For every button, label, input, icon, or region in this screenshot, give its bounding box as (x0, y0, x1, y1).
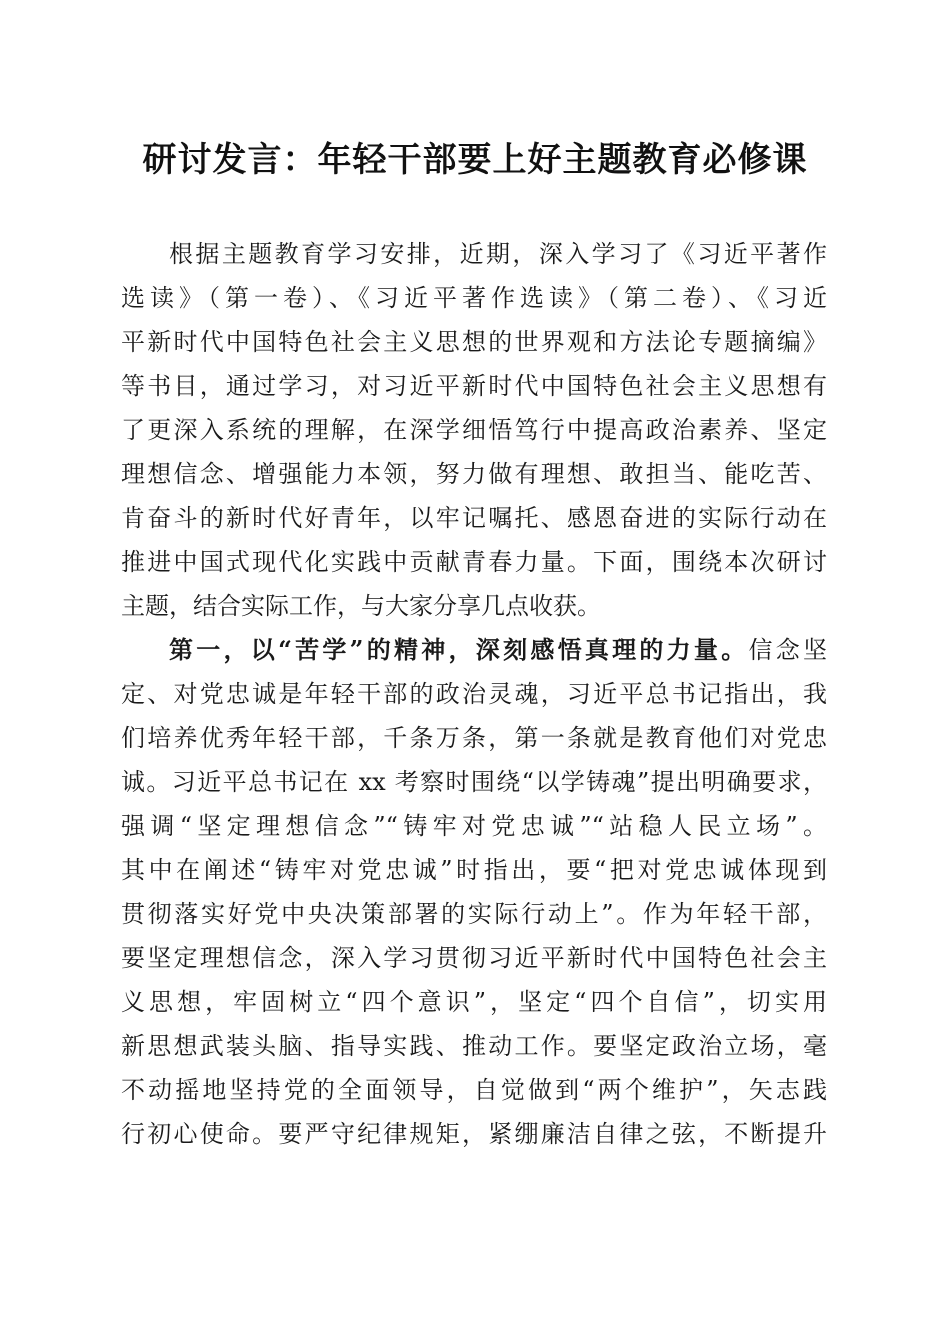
text-line: 行初心使命。要严守纪律规矩，紧绷廉洁自律之弦，不断提升 (121, 1120, 827, 1148)
text-line (121, 628, 827, 672)
text-line: 义思想，牢固树立“四个意识”，坚定“四个自信”，切实用 (121, 988, 827, 1016)
text-line: 定、对党忠诚是年轻干部的政治灵魂，习近平总书记指出，我 (121, 680, 827, 708)
point-one-heading: 第一，以“苦学”的精神，深刻感悟真理的力量。 (169, 635, 749, 664)
document-title: 研讨发言：年轻干部要上好主题教育必修课 (142, 140, 808, 180)
text-line: 了更深入系统的理解，在深学细悟笃行中提高政治素养、坚定 (121, 416, 827, 444)
text-line: 其中在阐述“铸牢对党忠诚”时指出，要“把对党忠诚体现到 (121, 856, 827, 884)
text-line: 等书目，通过学习，对习近平新时代中国特色社会主义思想有 (121, 372, 827, 400)
text-line: 肯奋斗的新时代好青年，以牢记嘱托、感恩奋进的实际行动在 (121, 504, 827, 532)
document-body (121, 232, 827, 1156)
text-line: 们培养优秀年轻干部，千条万条，第一条就是教育他们对党忠 (121, 724, 827, 752)
text-line: 理想信念、增强能力本领，努力做有理想、敢担当、能吃苦、 (121, 460, 827, 488)
text-line: 主题，结合实际工作，与大家分享几点收获。 (121, 592, 601, 620)
text-line: 贯彻落实好党中央决策部署的实际行动上”。作为年轻干部， (121, 900, 827, 928)
paragraph-intro (121, 232, 827, 628)
text-line: 诚。习近平总书记在 xx 考察时围绕“以学铸魂”提出明确要求， (121, 768, 827, 796)
text-line: 不动摇地坚持党的全面领导，自觉做到“两个维护”，矢志践 (121, 1076, 827, 1104)
text-line: 强调“坚定理想信念”“铸牢对党忠诚”“站稳人民立场”。 (121, 812, 827, 840)
text-run: 信念坚 (748, 636, 828, 664)
paragraph-point-one (121, 628, 827, 1156)
text-line: 选读》（第一卷）、《习近平著作选读》（第二卷）、《习近 (121, 284, 827, 312)
text-line: 新思想武装头脑、指导实践、推动工作。要坚定政治立场，毫 (121, 1032, 827, 1060)
text-line: 要坚定理想信念，深入学习贯彻习近平新时代中国特色社会主 (121, 944, 827, 972)
text-line: 根据主题教育学习安排，近期，深入学习了《习近平著作 (169, 240, 827, 268)
text-line: 推进中国式现代化实践中贡献青春力量。下面，围绕本次研讨 (121, 548, 827, 576)
text-line: 平新时代中国特色社会主义思想的世界观和方法论专题摘编》 (121, 328, 827, 356)
